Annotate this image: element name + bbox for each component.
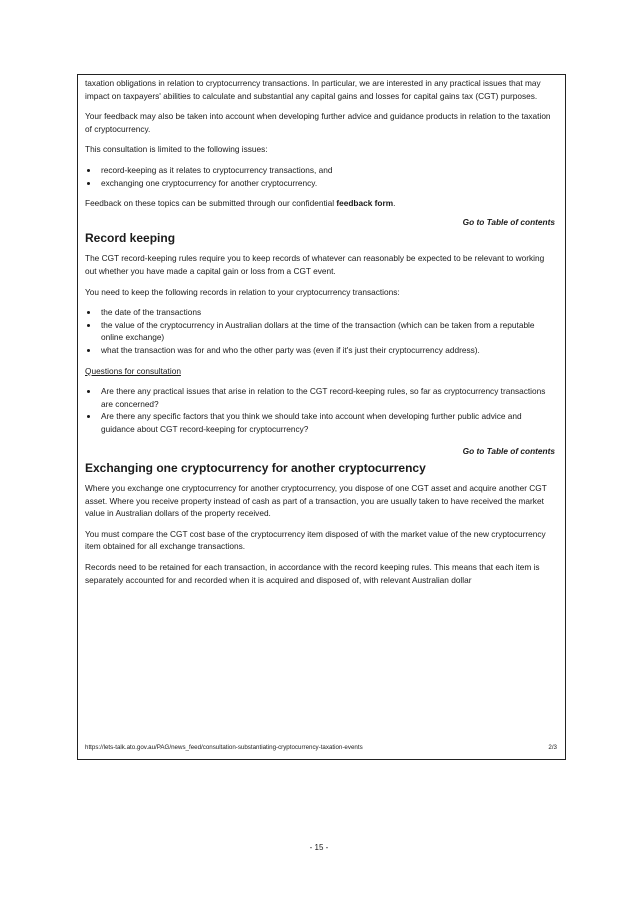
exchanging-paragraph-2: You must compare the CGT cost base of the cryptocurrency item disposed of with the market value of the new cryptocurrency item obtained for all exchange transactions. bbox=[85, 528, 546, 552]
list-item: • exchanging one cryptocurrency for another cryptocurrency. bbox=[99, 177, 555, 190]
consultation-issues-list bbox=[85, 164, 555, 189]
document-content bbox=[85, 77, 555, 594]
intro-paragraph-3: This consultation is limited to the following issues: bbox=[85, 144, 268, 155]
list-item: • Are there any practical issues that arise in relation to the CGT record-keeping rules, so far as cryptocurrency transactions are concerned? bbox=[99, 385, 555, 410]
intro-paragraph-1: taxation obligations in relation to cryptocurrency transactions. In particular, we are interested in any practical issues that may impact on taxpayers' abilities to calculate and substantial any capital gains and losses for capital gains tax (CGT) purposes. bbox=[85, 78, 541, 101]
record-keeping-heading: Record keeping bbox=[85, 231, 176, 246]
record-keeping-paragraph-1: The CGT record-keeping rules require you to keep records of whatever can reasonably be expected to be relevant to working out whether you have made a capital gain or loss from a CGT event. bbox=[85, 253, 545, 276]
feedback-form-link[interactable]: feedback form bbox=[336, 198, 394, 209]
toc-link[interactable]: Go to Table of contents bbox=[462, 446, 555, 457]
feedback-paragraph bbox=[85, 197, 555, 210]
questions-list bbox=[85, 385, 555, 435]
footer-url: https://lets-talk.ato.gov.au/PAG/news_feed/consultation-substantiating-cryptocurrency-taxation-events bbox=[85, 744, 363, 751]
feedback-text: Feedback on these topics can be submitted through our confidential bbox=[85, 198, 337, 209]
list-item: • Are there any specific factors that you think we should take into account when developing further public advice and guidance about CGT record-keeping for cryptocurrency? bbox=[99, 410, 555, 435]
exchanging-paragraph-1: Where you exchange one cryptocurrency for another cryptocurrency, you dispose of one CGT asset and acquire another CGT asset. Where you receive property instead of cash as part of a transaction, you are usually taken to have received the market value in Australian dollars of the property received. bbox=[85, 483, 547, 519]
footer-page: 2/3 bbox=[548, 744, 557, 751]
list-item: • record-keeping as it relates to cryptocurrency transactions, and bbox=[99, 164, 555, 177]
page-number: - 15 - bbox=[309, 843, 329, 852]
toc-link[interactable]: Go to Table of contents bbox=[462, 216, 555, 227]
record-keeping-paragraph-2: You need to keep the following records in relation to your cryptocurrency transactions: bbox=[85, 286, 400, 297]
intro-paragraph-2: Your feedback may also be taken into account when developing further advice and guidance products in relation to the taxation of cryptocurrency. bbox=[85, 111, 551, 134]
list-item: • the date of the transactions bbox=[99, 306, 555, 319]
list-item: • what the transaction was for and who the other party was (even if it's just their cryptocurrency address). bbox=[99, 344, 555, 357]
questions-heading: Questions for consultation bbox=[85, 365, 181, 376]
exchanging-paragraph-3: Records need to be retained for each transaction, in accordance with the record keeping rules. This means that each item is separately accounted for and recorded when it is acquired and disposed of, with relevant Australian dollar bbox=[85, 562, 540, 585]
print-footer bbox=[85, 743, 557, 752]
list-item: • the value of the cryptocurrency in Australian dollars at the time of the transaction (which can be taken from a reputable online exchange) bbox=[99, 319, 555, 344]
feedback-suffix: . bbox=[393, 198, 396, 209]
document-frame bbox=[77, 74, 566, 760]
exchanging-heading: Exchanging one cryptocurrency for another cryptocurrency bbox=[85, 461, 426, 476]
records-list bbox=[85, 306, 555, 356]
